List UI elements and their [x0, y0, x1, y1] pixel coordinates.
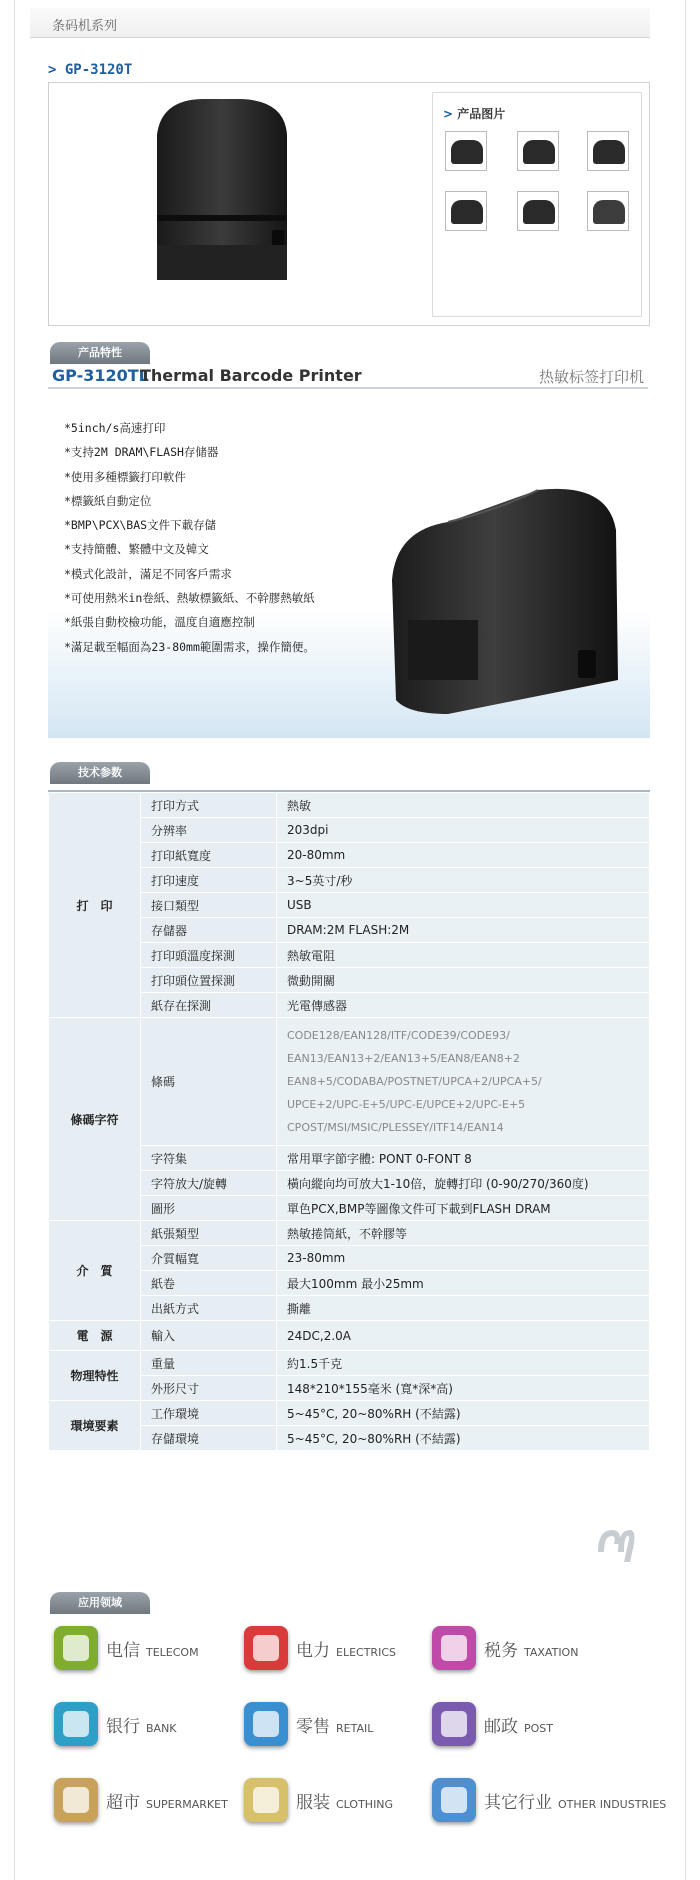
feature-item: *標籤紙自動定位 [64, 493, 152, 508]
spec-value: 3~5英寸/秒 [277, 868, 650, 893]
post-icon [432, 1702, 476, 1746]
spec-value: 5~45°C, 20~80%RH (不結露) [277, 1401, 650, 1426]
app-label-cn: 电力 [296, 1641, 330, 1661]
app-label-en: TELECOM [146, 1646, 199, 1659]
app-label-cn: 税务 [484, 1641, 518, 1661]
brand-watermark-icon [592, 1522, 638, 1566]
spec-label: 接口類型 [141, 893, 277, 918]
section-title: 条码机系列 [52, 19, 118, 34]
table-row [49, 1221, 650, 1246]
table-row [49, 1351, 650, 1376]
feature-item: *使用多種標籤打印軟件 [64, 469, 186, 484]
feature-item: *支持2M DRAM\FLASH存储器 [64, 445, 219, 460]
barcode-line: EAN8+5/CODABA/POSTNET/UPCA+2/UPCA+5/ [287, 1075, 542, 1088]
thumbnail[interactable] [587, 131, 629, 171]
features-tab: 产品特性 [50, 342, 150, 364]
spec-value: 最大100mm 最小25mm [277, 1271, 650, 1296]
spec-value: 24DC,2.0A [277, 1321, 650, 1351]
spec-label: 紙張類型 [141, 1221, 277, 1246]
spec-value: 橫向縱向均可放大1-10倍，旋轉打印 (0-90/270/360度) [277, 1171, 650, 1196]
app-label-en: SUPERMARKET [146, 1798, 228, 1811]
spec-value: USB [277, 893, 650, 918]
spec-value: 微動開關 [277, 968, 650, 993]
app-label-en: TAXATION [524, 1646, 579, 1659]
barcode-line: EAN13/EAN13+2/EAN13+5/EAN8/EAN8+2 [287, 1052, 520, 1065]
thumbnails-title: 产品图片 [457, 107, 506, 121]
feature-item: *5inch/s高速打印 [64, 421, 166, 435]
group-print: 打 印 [49, 793, 141, 1018]
spec-label: 存儲器 [141, 918, 277, 943]
features-model: GP-3120TL [52, 366, 149, 385]
electrics-icon [244, 1626, 288, 1670]
product-model-link[interactable]: > GP-3120T [48, 62, 133, 78]
app-label-en: BANK [146, 1722, 177, 1735]
table-row [49, 793, 650, 818]
app-label-en: OTHER INDUSTRIES [558, 1798, 667, 1811]
supermarket-icon [54, 1778, 98, 1822]
spec-label: 紙卷 [141, 1271, 277, 1296]
thumbnail[interactable] [517, 191, 559, 231]
thumbnail[interactable] [587, 191, 629, 231]
app-label-cn: 超市 [106, 1793, 140, 1813]
model-link-label: GP-3120T [64, 62, 133, 78]
spec-label: 打印頭位置探測 [141, 968, 277, 993]
group-barcode: 條碼字符 [49, 1018, 141, 1221]
spec-label: 重量 [141, 1351, 277, 1376]
app-label-cn: 电信 [106, 1641, 140, 1661]
product-thumbnails: > 产品图片 [432, 92, 642, 317]
spec-value: DRAM:2M FLASH:2M [277, 918, 650, 943]
spec-value: 約1.5千克 [277, 1351, 650, 1376]
spec-value: 熱敏捲筒紙，不幹膠等 [277, 1221, 650, 1246]
app-label-cn: 零售 [296, 1717, 330, 1737]
spec-value: 148*210*155毫米 (寬*深*高) [277, 1376, 650, 1401]
group-power: 電 源 [49, 1321, 141, 1351]
feature-item: *紙張自動校檢功能，溫度自適應控制 [64, 615, 255, 630]
spec-label: 打印速度 [141, 868, 277, 893]
bank-icon [54, 1702, 98, 1746]
app-label-en: POST [524, 1722, 553, 1735]
applications-tab: 应用领域 [50, 1592, 150, 1614]
telecom-icon [54, 1626, 98, 1670]
retail-icon [244, 1702, 288, 1746]
section-header [30, 8, 650, 38]
spec-value [277, 1018, 650, 1146]
table-row [49, 1018, 650, 1146]
app-label-cn: 其它行业 [484, 1793, 552, 1813]
spec-label: 紙存在探測 [141, 993, 277, 1018]
app-label-en: ELECTRICS [336, 1646, 396, 1659]
spec-label: 出紙方式 [141, 1296, 277, 1321]
taxation-icon [432, 1626, 476, 1670]
spec-label: 打印頭溫度探測 [141, 943, 277, 968]
main-printer-image [147, 95, 297, 290]
group-physical: 物理特性 [49, 1351, 141, 1401]
feature-item: *BMP\PCX\BAS文件下載存儲 [64, 518, 217, 533]
features-panel [48, 400, 650, 738]
featured-printer-image [388, 470, 624, 718]
feature-item: *支持簡體、繁體中文及韓文 [64, 542, 209, 557]
spec-value: 20-80mm [277, 843, 650, 868]
app-label-cn: 服装 [296, 1793, 330, 1813]
specs-table [48, 792, 650, 1451]
thumbnail[interactable] [445, 131, 487, 171]
spec-label: 字符放大/旋轉 [141, 1171, 277, 1196]
feature-item: *模式化設計，滿足不同客戶需求 [64, 566, 232, 581]
barcode-line: CPOST/MSI/MSIC/PLESSEY/ITF14/EAN14 [287, 1121, 504, 1134]
spec-label: 存儲環境 [141, 1426, 277, 1451]
spec-label: 條碼 [141, 1018, 277, 1146]
features-product-name: Thermal Barcode Printer [140, 366, 362, 385]
barcode-line: UPCE+2/UPC-E+5/UPC-E/UPCE+2/UPC-E+5 [287, 1098, 526, 1111]
spec-value: 常用單字節字體: PONT 0-FONT 8 [277, 1146, 650, 1171]
thumbnail[interactable] [517, 131, 559, 171]
spec-value: 熱敏電阻 [277, 943, 650, 968]
spec-label: 介質幅寬 [141, 1246, 277, 1271]
spec-value: 光電傳感器 [277, 993, 650, 1018]
group-env: 環境要素 [49, 1401, 141, 1451]
spec-value: 5~45°C, 20~80%RH (不結露) [277, 1426, 650, 1451]
table-row [49, 1401, 650, 1426]
spec-label: 輸入 [141, 1321, 277, 1351]
feature-item: *可使用熱米in卷紙、熱敏標籤紙、不幹膠熱敏紙 [64, 591, 315, 606]
app-label-cn: 银行 [106, 1717, 140, 1737]
spec-value: 熱敏 [277, 793, 650, 818]
barcode-line: CODE128/EAN128/ITF/CODE39/CODE93/ [287, 1029, 510, 1042]
app-label-cn: 邮政 [484, 1717, 518, 1737]
other-industries-icon [432, 1778, 476, 1822]
spec-value: 撕離 [277, 1296, 650, 1321]
clothing-icon [244, 1778, 288, 1822]
feature-item: *滿足載至幅面為23-80mm範圍需求，操作簡便。 [64, 639, 315, 654]
spec-label: 工作環境 [141, 1401, 277, 1426]
spec-label: 圖形 [141, 1196, 277, 1221]
spec-value: 203dpi [277, 818, 650, 843]
spec-label: 外形尺寸 [141, 1376, 277, 1401]
specs-tab: 技术参数 [50, 762, 150, 784]
feature-list [64, 416, 315, 659]
features-subtitle: 热敏标签打印机 [538, 368, 644, 386]
spec-label: 打印方式 [141, 793, 277, 818]
spec-label: 打印紙寬度 [141, 843, 277, 868]
table-row [49, 1321, 650, 1351]
spec-value: 23-80mm [277, 1246, 650, 1271]
group-media: 介 質 [49, 1221, 141, 1321]
spec-value: 單色PCX,BMP等圖像文件可下載到FLASH DRAM [277, 1196, 650, 1221]
spec-label: 分辨率 [141, 818, 277, 843]
app-label-en: RETAIL [336, 1722, 374, 1735]
thumbnail[interactable] [445, 191, 487, 231]
app-label-en: CLOTHING [336, 1798, 394, 1811]
spec-label: 字符集 [141, 1146, 277, 1171]
